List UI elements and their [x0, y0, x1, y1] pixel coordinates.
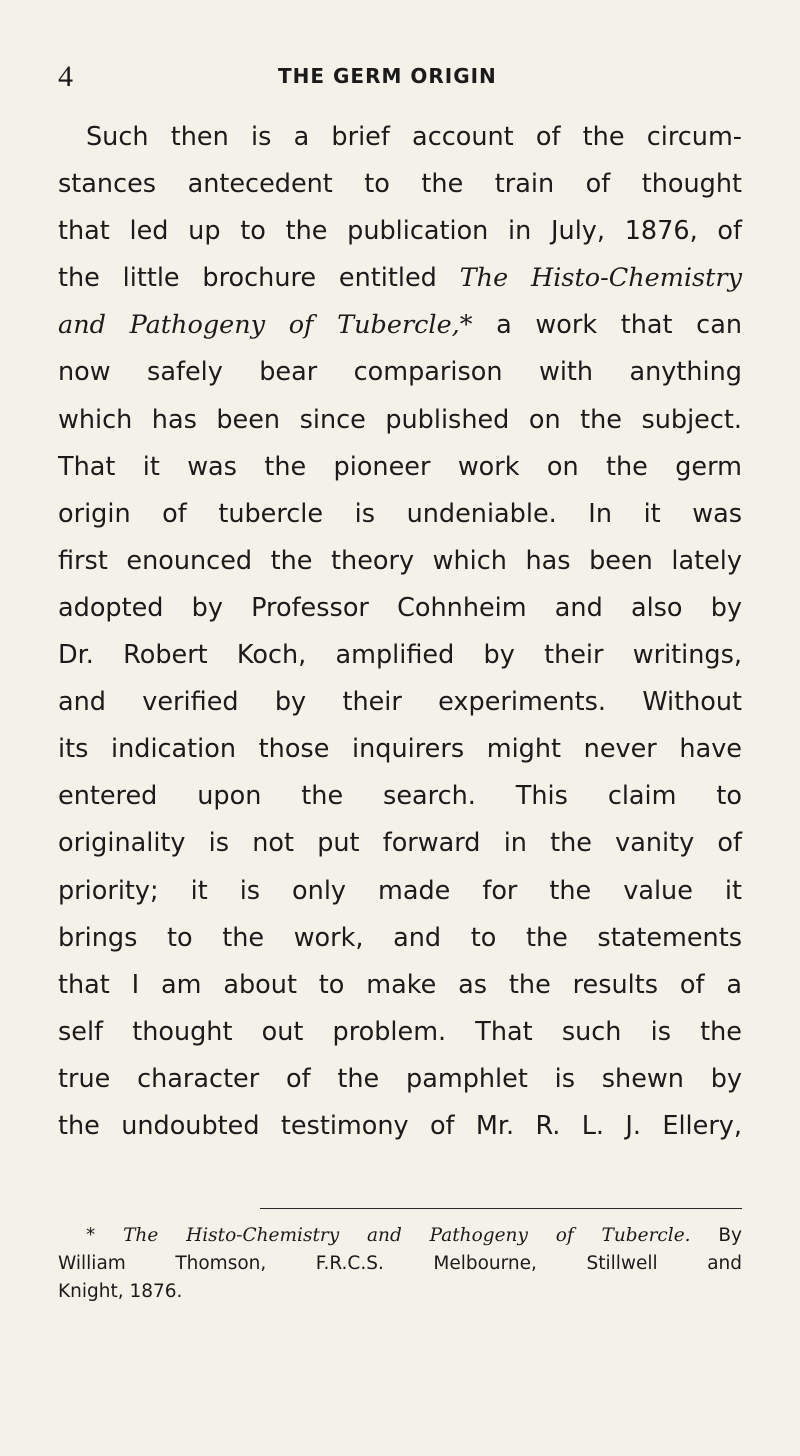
text-line: now safely bear comparison with anything: [58, 357, 742, 388]
text-line: That it was the pioneer work on the germ: [58, 451, 742, 482]
text-line: [58, 302, 742, 349]
text-line: stances antecedent to the train of thought: [58, 169, 742, 200]
footnote-line: [58, 1222, 742, 1250]
text-line: priority; it is only made for the value it: [58, 875, 742, 906]
text-line: Such then is a brief account of the circum-: [86, 122, 742, 152]
text-line: adopted by Professor Cohnheim and also by: [58, 592, 742, 623]
text-segment: *: [86, 1225, 124, 1246]
text-segment: the little brochure entitled: [58, 263, 460, 294]
text-line: the undoubted testimony of Mr. R. L. J. Ellery,: [58, 1110, 742, 1141]
running-head: THE GERM ORIGIN: [278, 64, 497, 88]
text-line: Dr. Robert Koch, amplified by their writings,: [58, 640, 742, 671]
text-line: entered upon the search. This claim to: [58, 781, 742, 812]
footnote: [58, 1222, 742, 1306]
text-line: first enounced the theory which has been lately: [58, 545, 742, 576]
text-line: and verified by their experiments. Without: [58, 687, 742, 718]
page-number: 4: [58, 60, 73, 93]
text-line: that led up to the publication in July, 1876, of: [58, 216, 742, 247]
text-line: its indication those inquirers might never have: [58, 734, 742, 765]
text-line: brings to the work, and to the statements: [58, 922, 742, 953]
text-line: [58, 255, 742, 302]
page-header: [58, 58, 758, 98]
text-line: true character of the pamphlet is shewn by: [58, 1063, 742, 1094]
text-line: which has been since published on the subject.: [58, 404, 742, 435]
footnote-line: William Thomson, F.R.C.S. Melbourne, Stillwell and: [58, 1253, 742, 1274]
italic-title: and Pathogeny of Tubercle,*: [58, 310, 473, 341]
footnote-line: Knight, 1876.: [58, 1281, 183, 1302]
text-segment: By: [690, 1225, 742, 1246]
footnote-divider: [260, 1208, 742, 1209]
text-segment: a work that can: [472, 310, 742, 341]
text-line: origin of tubercle is undeniable. In it was: [58, 498, 742, 529]
body-paragraph: [58, 114, 742, 1150]
text-line: originality is not put forward in the vanity of: [58, 828, 742, 859]
italic-title: The Histo-Chemistry and Pathogeny of Tubercle.: [123, 1225, 691, 1246]
italic-title: The Histo-Chemistry: [459, 263, 742, 294]
text-line: self thought out problem. That such is the: [58, 1016, 742, 1047]
text-line: that I am about to make as the results of a: [58, 969, 742, 1000]
